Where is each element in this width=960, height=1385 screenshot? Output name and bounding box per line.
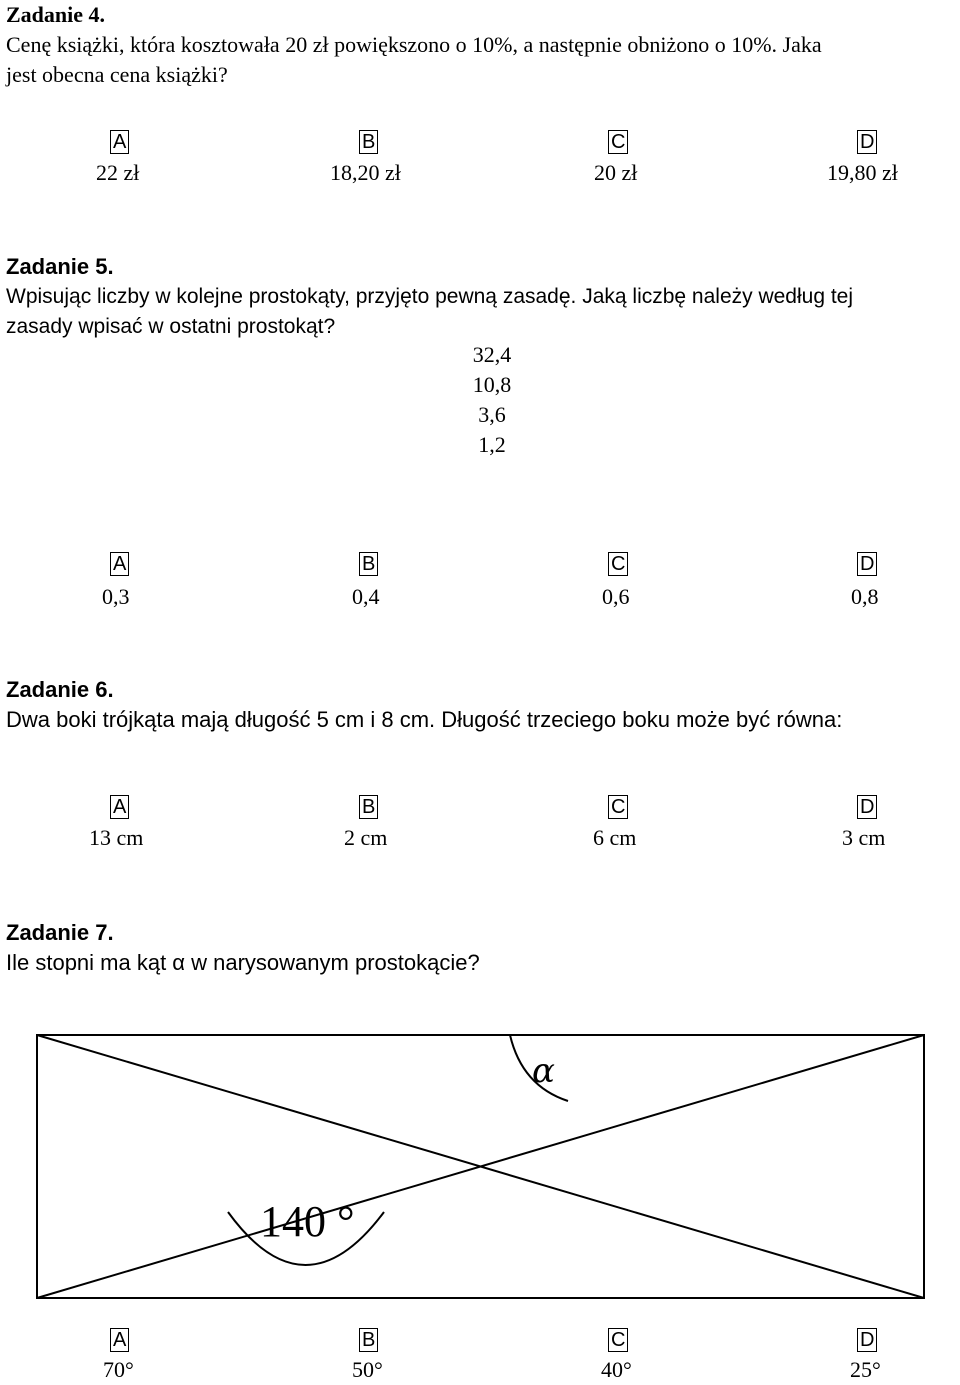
task5-option-d-value: 0,8 <box>851 584 879 609</box>
task4-title: Zadanie 4. <box>6 2 106 27</box>
task7-option-b-letter[interactable]: B <box>359 1328 378 1352</box>
task5-option-c-letter[interactable]: C <box>608 552 628 576</box>
task7-option-c-letter[interactable]: C <box>608 1328 628 1352</box>
task5-option-d-letter[interactable]: D <box>857 552 877 576</box>
task7-option-d-letter[interactable]: D <box>857 1328 877 1352</box>
sequence-value: 3,6 <box>478 402 506 427</box>
task7-option-d-value: 25° <box>850 1357 881 1382</box>
task4-option-b-letter[interactable]: B <box>359 130 378 154</box>
task7-option-c-value: 40° <box>601 1357 632 1382</box>
task6-option-a-value: 13 cm <box>89 825 144 850</box>
task5-text-line2: zasady wpisać w ostatni prostokąt? <box>6 315 336 338</box>
task4-option-d-letter[interactable]: D <box>857 130 877 154</box>
angle-140-label: 140 ° <box>260 1197 355 1246</box>
task7-text-line1: Ile stopni ma kąt α w narysowanym prostokącie? <box>6 950 480 975</box>
task6-option-c-letter[interactable]: C <box>608 795 628 819</box>
task6-option-b-value: 2 cm <box>344 825 388 850</box>
sequence-value: 10,8 <box>472 372 512 397</box>
task4-option-a-letter[interactable]: A <box>110 130 129 154</box>
task6-title: Zadanie 6. <box>6 677 114 702</box>
task5-option-b-letter[interactable]: B <box>359 552 378 576</box>
task5-text-line1: Wpisując liczby w kolejne prostokąty, przyjęto pewną zasadę. Jaką liczbę należy według tej <box>6 285 854 308</box>
sequence-value: 1,2 <box>478 432 506 457</box>
task4-option-b-value: 18,20 zł <box>330 160 401 185</box>
task5-option-a-letter[interactable]: A <box>110 552 129 576</box>
sequence-value: 32,4 <box>472 342 512 367</box>
task5-title: Zadanie 5. <box>6 254 114 279</box>
alpha-label: α <box>532 1051 555 1091</box>
task6-text-line1: Dwa boki trójkąta mają długość 5 cm i 8 cm. Długość trzeciego boku może być równa: <box>6 707 843 732</box>
task6-option-c-value: 6 cm <box>593 825 637 850</box>
task6-option-a-letter[interactable]: A <box>110 795 129 819</box>
task4-text-line1: Cenę książki, która kosztowała 20 zł powiększono o 10%, a następnie obniżono o 10%. Jaka <box>6 32 822 57</box>
task7-title: Zadanie 7. <box>6 920 114 945</box>
task4-text-line2: jest obecna cena książki? <box>6 62 228 87</box>
task6-option-d-value: 3 cm <box>842 825 886 850</box>
task4-option-c-value: 20 zł <box>594 160 638 185</box>
task6-option-b-letter[interactable]: B <box>359 795 378 819</box>
task5-option-a-value: 0,3 <box>102 584 130 609</box>
task7-option-b-value: 50° <box>352 1357 383 1382</box>
task6-option-d-letter[interactable]: D <box>857 795 877 819</box>
task7-option-a-letter[interactable]: A <box>110 1328 129 1352</box>
task5-option-b-value: 0,4 <box>352 584 380 609</box>
task4-option-c-letter[interactable]: C <box>608 130 628 154</box>
task5-option-c-value: 0,6 <box>602 584 630 609</box>
task4-option-d-value: 19,80 zł <box>827 160 898 185</box>
task7-option-a-value: 70° <box>103 1357 134 1382</box>
task4-option-a-value: 22 zł <box>96 160 140 185</box>
